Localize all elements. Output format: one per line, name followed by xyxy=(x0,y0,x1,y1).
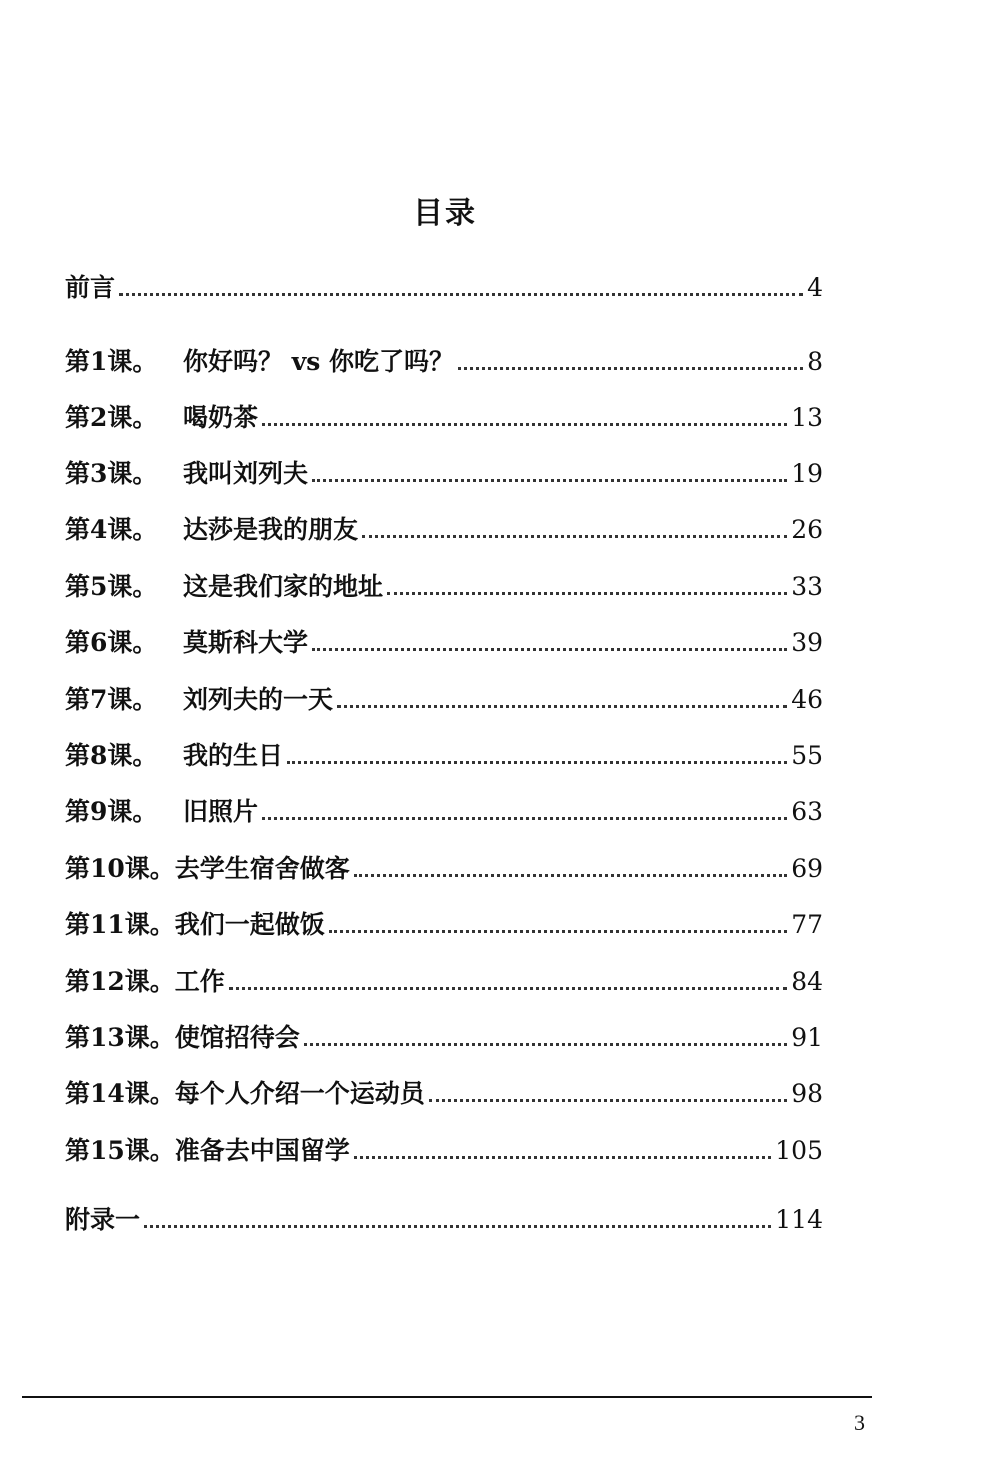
lesson-title: 去学生宿舍做客 xyxy=(174,854,350,883)
lesson-page: 13 xyxy=(791,403,823,432)
lesson-page: 8 xyxy=(807,347,823,376)
lesson-title: 我的生日 xyxy=(183,741,284,770)
dot-leader xyxy=(262,817,787,820)
dot-leader xyxy=(354,1156,771,1159)
lesson-number: 第1课。 xyxy=(65,347,158,376)
toc-entry-preface[interactable] xyxy=(65,268,823,304)
lesson-page: 33 xyxy=(791,572,823,601)
lesson-number: 第10课。 xyxy=(65,854,175,883)
lesson-number: 第5课。 xyxy=(65,572,158,601)
lesson-title: 刘列夫的一天 xyxy=(183,685,334,714)
lesson-page: 19 xyxy=(791,459,823,488)
lesson-number: 第7课。 xyxy=(65,685,158,714)
lesson-number: 第12课。 xyxy=(65,967,175,996)
toc-entry-lesson-6[interactable] xyxy=(65,623,823,659)
lesson-title: 旧照片 xyxy=(183,797,259,826)
toc-entry-lesson-11[interactable] xyxy=(65,905,823,941)
toc-entry-lesson-10[interactable] xyxy=(65,849,823,885)
dot-leader xyxy=(229,987,787,990)
toc-entry-appendix[interactable] xyxy=(65,1200,823,1236)
dot-leader xyxy=(354,874,787,877)
lesson-page: 63 xyxy=(791,797,823,826)
lesson-page: 91 xyxy=(791,1023,823,1052)
lesson-page: 39 xyxy=(791,628,823,657)
lesson-page: 77 xyxy=(791,910,823,939)
dot-leader xyxy=(304,1043,787,1046)
dot-leader xyxy=(337,705,787,708)
footer-rule xyxy=(22,1396,872,1398)
dot-leader xyxy=(458,367,803,370)
toc-entry-lesson-5[interactable] xyxy=(65,567,823,603)
lesson-title: 这是我们家的地址 xyxy=(183,572,384,601)
toc-entry-lesson-8[interactable] xyxy=(65,736,823,772)
lesson-title: 你好吗？ vs 你吃了吗？ xyxy=(183,347,455,376)
toc-entry-page: 4 xyxy=(807,273,823,302)
dot-leader xyxy=(312,479,787,482)
toc-entry-lesson-12[interactable] xyxy=(65,962,823,998)
lesson-title: 达莎是我的朋友 xyxy=(183,515,359,544)
lesson-number: 第15课。 xyxy=(65,1136,175,1165)
lesson-page: 55 xyxy=(791,741,823,770)
toc-entry-lesson-4[interactable] xyxy=(65,510,823,546)
toc-entry-lesson-2[interactable] xyxy=(65,398,823,434)
dot-leader xyxy=(329,930,787,933)
dot-leader xyxy=(387,592,787,595)
dot-leader xyxy=(262,423,787,426)
lesson-number: 第6课。 xyxy=(65,628,158,657)
dot-leader xyxy=(429,1099,787,1102)
lesson-page: 69 xyxy=(791,854,823,883)
lesson-number: 第8课。 xyxy=(65,741,158,770)
lesson-title: 我们一起做饭 xyxy=(174,910,325,939)
lesson-number: 第4课。 xyxy=(65,515,158,544)
toc-entry-lesson-14[interactable] xyxy=(65,1074,823,1110)
lesson-page: 105 xyxy=(775,1136,823,1165)
toc-entry-lesson-7[interactable] xyxy=(65,680,823,716)
dot-leader xyxy=(287,761,787,764)
lesson-number: 第14课。 xyxy=(65,1079,175,1108)
toc-entry-page: 114 xyxy=(775,1205,823,1234)
dot-leader xyxy=(362,535,787,538)
dot-leader xyxy=(119,293,803,296)
lesson-number: 第2课。 xyxy=(65,403,158,432)
lesson-title: 准备去中国留学 xyxy=(174,1136,350,1165)
lesson-page: 26 xyxy=(791,515,823,544)
lesson-title: 使馆招待会 xyxy=(174,1023,300,1052)
page-number: 3 xyxy=(854,1410,865,1435)
lesson-title: 每个人介绍一个运动员 xyxy=(174,1079,425,1108)
lesson-page: 46 xyxy=(791,685,823,714)
toc-entry-label: 前言 xyxy=(65,273,116,302)
lesson-page: 84 xyxy=(791,967,823,996)
toc-entry-lesson-1[interactable] xyxy=(65,342,823,378)
lesson-title: 工作 xyxy=(174,967,225,996)
toc-entry-lesson-9[interactable] xyxy=(65,792,823,828)
lesson-number: 第9课。 xyxy=(65,797,158,826)
lesson-number: 第3课。 xyxy=(65,459,158,488)
dot-leader xyxy=(312,648,787,651)
lesson-title: 喝奶茶 xyxy=(183,403,259,432)
dot-leader xyxy=(144,1225,771,1228)
lesson-number: 第13课。 xyxy=(65,1023,175,1052)
toc-entry-lesson-3[interactable] xyxy=(65,454,823,490)
lesson-title: 莫斯科大学 xyxy=(183,628,309,657)
lesson-page: 98 xyxy=(791,1079,823,1108)
lesson-number: 第11课。 xyxy=(65,910,175,939)
toc-entry-lesson-13[interactable] xyxy=(65,1018,823,1054)
lesson-title: 我叫刘列夫 xyxy=(183,459,309,488)
toc-title: 目录 xyxy=(413,196,477,231)
toc-entry-lesson-15[interactable] xyxy=(65,1131,823,1167)
toc-entry-label: 附录一 xyxy=(65,1205,141,1234)
